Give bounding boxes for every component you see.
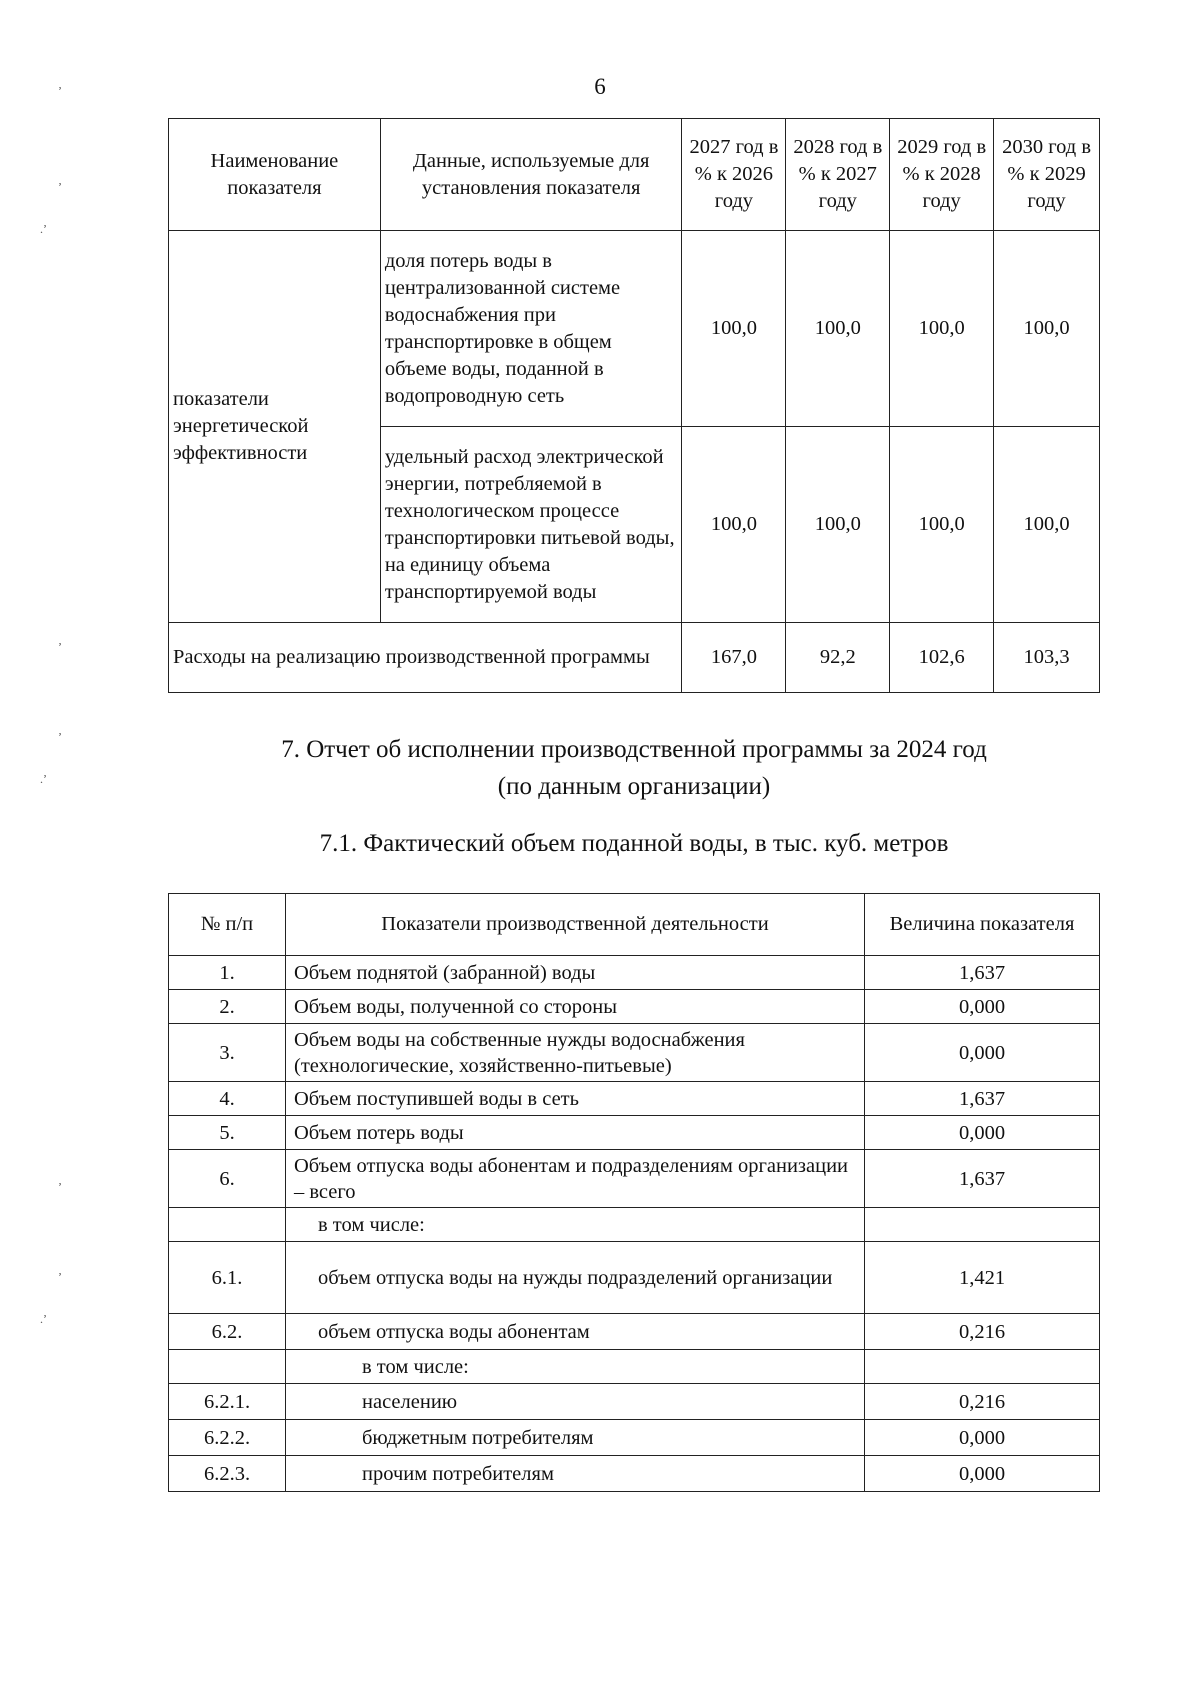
scan-speck: .ʼ [40, 222, 47, 236]
row-number: 5. [169, 1116, 286, 1150]
value-2030: 100,0 [994, 427, 1100, 623]
value-2028: 100,0 [786, 427, 890, 623]
row-number: 3. [169, 1024, 286, 1082]
row-name: Объем воды, полученной со стороны [286, 990, 865, 1024]
row-name: объем отпуска воды абонентам [286, 1314, 865, 1350]
row-name: в том числе: [286, 1208, 865, 1242]
row-number: 6. [169, 1150, 286, 1208]
row-name: объем отпуска воды на нужды подразделений организации [286, 1242, 865, 1314]
row-value: 1,637 [865, 1082, 1100, 1116]
scan-speck: ʼ [58, 180, 62, 194]
table1-row [169, 231, 1100, 427]
value-2027: 100,0 [682, 231, 786, 427]
row-value: 0,000 [865, 1420, 1100, 1456]
row-number: 1. [169, 956, 286, 990]
table-row [169, 1024, 1100, 1082]
row-number: 6.2.3. [169, 1456, 286, 1492]
expenses-2030: 103,3 [994, 623, 1100, 693]
value-2029: 100,0 [890, 427, 994, 623]
row-name: бюджетным потребителям [286, 1420, 865, 1456]
row-number: 6.2.2. [169, 1420, 286, 1456]
row-data-description: доля потерь воды в централизованной системе водоснабжения при транспортировке в общем объеме воды, поданной в водопроводную сеть [380, 231, 682, 427]
header-indicators: Показатели производственной деятельности [286, 894, 865, 956]
header-value: Величина показателя [865, 894, 1100, 956]
header-indicator-name: Наименование показателя [169, 119, 381, 231]
table-row [169, 1150, 1100, 1208]
section-7-title [168, 731, 1100, 805]
row-number [169, 1350, 286, 1384]
row-value: 0,000 [865, 1024, 1100, 1082]
row-value [865, 1350, 1100, 1384]
row-number: 4. [169, 1082, 286, 1116]
row-name: Объем поступившей воды в сеть [286, 1082, 865, 1116]
scan-speck: ʼ [58, 730, 62, 744]
row-value: 1,637 [865, 956, 1100, 990]
expenses-2027: 167,0 [682, 623, 786, 693]
table-row [169, 1116, 1100, 1150]
header-2030: 2030 год в % к 2029 году [994, 119, 1100, 231]
row-value: 0,000 [865, 990, 1100, 1024]
value-2028: 100,0 [786, 231, 890, 427]
table-row [169, 1420, 1100, 1456]
scan-speck: ʼ [58, 84, 62, 98]
row-number: 6.2. [169, 1314, 286, 1350]
table-row [169, 990, 1100, 1024]
row-name: в том числе: [286, 1350, 865, 1384]
expenses-2029: 102,6 [890, 623, 994, 693]
header-2029: 2029 год в % к 2028 году [890, 119, 994, 231]
row-name: прочим потребителям [286, 1456, 865, 1492]
scan-speck: .ʼ [40, 772, 47, 786]
header-2028: 2028 год в % к 2027 году [786, 119, 890, 231]
row-name: Объем поднятой (забранной) воды [286, 956, 865, 990]
section-7-1-title: 7.1. Фактический объем поданной воды, в тыс. куб. метров [319, 830, 949, 857]
row-number [169, 1208, 286, 1242]
table1-header-row [169, 119, 1100, 231]
header-number: № п/п [169, 894, 286, 956]
row-number: 6.2.1. [169, 1384, 286, 1420]
table-row [169, 1208, 1100, 1242]
row-name: Объем потерь воды [286, 1116, 865, 1150]
header-2027: 2027 год в % к 2026 году [682, 119, 786, 231]
row-data-description: удельный расход электрической энергии, потребляемой в технологическом процессе транспортировки питьевой воды, на единицу объема транспортируемой воды [380, 427, 682, 623]
row-value: 1,637 [865, 1150, 1100, 1208]
water-volume-table [168, 893, 1100, 1492]
scan-speck: ʼ [58, 640, 62, 654]
table-row [169, 1350, 1100, 1384]
row-value: 0,216 [865, 1384, 1100, 1420]
row-number: 6.1. [169, 1242, 286, 1314]
expenses-2028: 92,2 [786, 623, 890, 693]
row-value: 0,000 [865, 1116, 1100, 1150]
row-name: Объем отпуска воды абонентам и подразделениям организации – всего [286, 1150, 865, 1208]
section-7-title-line1: 7. Отчет об исполнении производственной программы за 2024 год [281, 736, 987, 763]
scan-speck: .ʼ [40, 1312, 47, 1326]
section-7-title-line2: (по данным организации) [497, 773, 771, 800]
row-name: населению [286, 1384, 865, 1420]
table2-header-row [169, 894, 1100, 956]
table-row [169, 1082, 1100, 1116]
table1-expenses-row [169, 623, 1100, 693]
row-value: 0,000 [865, 1456, 1100, 1492]
row-name: Объем воды на собственные нужды водоснабжения (технологические, хозяйственно-питьевые) [286, 1024, 865, 1082]
scan-speck: ʼ [58, 1180, 62, 1194]
row-number: 2. [169, 990, 286, 1024]
table-row [169, 1242, 1100, 1314]
table-row [169, 1456, 1100, 1492]
table-row [169, 956, 1100, 990]
header-data-used: Данные, используемые для установления показателя [380, 119, 682, 231]
value-2027: 100,0 [682, 427, 786, 623]
page-number: 6 [594, 74, 606, 99]
scan-speck: ʼ [58, 1270, 62, 1284]
expenses-label: Расходы на реализацию производственной программы [169, 623, 682, 693]
table-row [169, 1314, 1100, 1350]
value-2030: 100,0 [994, 231, 1100, 427]
row-value: 1,421 [865, 1242, 1100, 1314]
row-value: 0,216 [865, 1314, 1100, 1350]
row-value [865, 1208, 1100, 1242]
indicators-table [168, 118, 1100, 693]
group-label: показатели энергетической эффективности [169, 231, 381, 623]
value-2029: 100,0 [890, 231, 994, 427]
table-row [169, 1384, 1100, 1420]
